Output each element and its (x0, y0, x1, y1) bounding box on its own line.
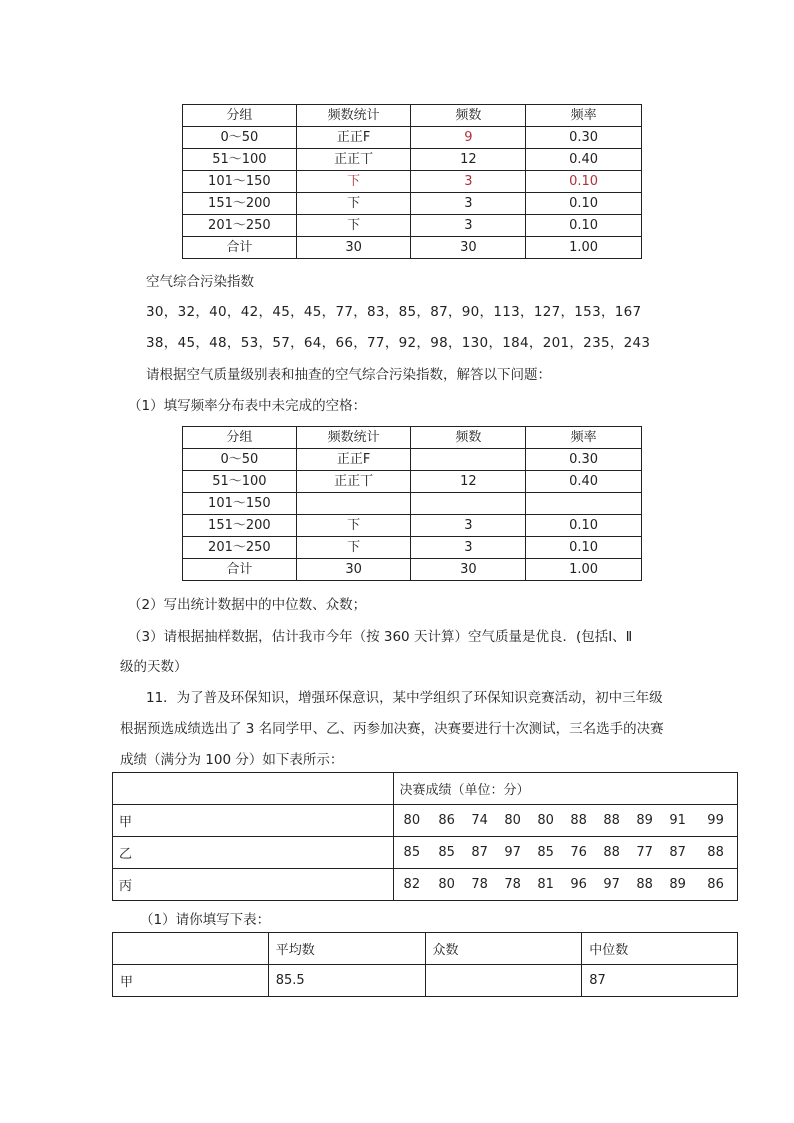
cell-tally: 下 (296, 215, 411, 237)
cell-tally: 30 (296, 237, 411, 259)
cell-count: 3 (411, 537, 526, 559)
cell-freq: 1.00 (526, 559, 642, 581)
score-cell: 86 (430, 805, 463, 837)
cell-count: 9 (411, 127, 526, 149)
cell-tally: 下 (296, 515, 411, 537)
table-row (183, 215, 642, 237)
cell-freq: 0.10 (526, 537, 642, 559)
score-cell: 85 (393, 837, 430, 869)
fill-header-mean: 平均数 (268, 933, 425, 965)
cell-freq: 1.00 (526, 237, 642, 259)
scores-table (112, 772, 738, 901)
score-cell: 88 (595, 805, 628, 837)
score-cell: 81 (529, 869, 562, 901)
statistics-fill-table (112, 932, 738, 997)
cell-freq: 0.10 (526, 193, 642, 215)
score-cell: 76 (562, 837, 595, 869)
cell-freq: 0.10 (526, 515, 642, 537)
contestant-name: 甲 (113, 805, 394, 837)
score-cell: 85 (529, 837, 562, 869)
cell-tally (296, 493, 411, 515)
table-row (183, 537, 642, 559)
data-line-2: 38，45，48，53，57，64，66，77，92，98，130，184，201，235，243 (146, 335, 651, 351)
cell-tally: 30 (296, 559, 411, 581)
contestant-name: 乙 (113, 837, 394, 869)
cell-tally: 正正F (296, 449, 411, 471)
cell-tally: 正正丅 (296, 149, 411, 171)
table-row (183, 193, 642, 215)
cell-freq: 0.40 (526, 471, 642, 493)
cell-group: 51～100 (183, 149, 297, 171)
score-cell: 80 (430, 869, 463, 901)
fill-header-mode: 众数 (425, 933, 582, 965)
score-cell: 74 (463, 805, 496, 837)
cell-group: 101～150 (183, 171, 297, 193)
cell-tally: 下 (296, 171, 411, 193)
table-header-row (183, 427, 642, 449)
cell-group: 101～150 (183, 493, 297, 515)
cell-count: 3 (411, 515, 526, 537)
table-row (183, 149, 642, 171)
table-total-row (183, 559, 642, 581)
score-cell: 91 (661, 805, 694, 837)
header-count: 频数 (411, 105, 526, 127)
cell-count (411, 493, 526, 515)
data-line-1: 30，32，40，42，45，45，77，83，85，87，90，113，127，153，167 (146, 304, 642, 320)
cell-freq: 0.30 (526, 449, 642, 471)
cell-tally: 下 (296, 537, 411, 559)
score-cell: 97 (595, 869, 628, 901)
fill-header-empty (113, 933, 269, 965)
cell-group: 0～50 (183, 127, 297, 149)
header-group: 分组 (183, 427, 297, 449)
cell-group: 151～200 (183, 515, 297, 537)
table-row (183, 515, 642, 537)
cell-count: 12 (411, 471, 526, 493)
header-tally: 频数统计 (296, 427, 411, 449)
score-cell: 85 (430, 837, 463, 869)
score-cell: 77 (628, 837, 661, 869)
cell-tally: 正正F (296, 127, 411, 149)
cell-group: 151～200 (183, 193, 297, 215)
header-group: 分组 (183, 105, 297, 127)
score-cell: 87 (661, 837, 694, 869)
fill-mode (425, 965, 582, 997)
fill-name: 甲 (113, 965, 269, 997)
scores-header: 决赛成绩（单位：分） (393, 773, 737, 805)
cell-group: 201～250 (183, 215, 297, 237)
question-2: （2）写出统计数据中的中位数、众数； (128, 597, 367, 613)
score-cell: 80 (529, 805, 562, 837)
score-cell: 82 (393, 869, 430, 901)
cell-group: 0～50 (183, 449, 297, 471)
table-row (113, 805, 738, 837)
table-row (183, 127, 642, 149)
score-cell: 99 (694, 805, 737, 837)
table-row (183, 171, 642, 193)
table-total-row (183, 237, 642, 259)
table-row (113, 965, 738, 997)
score-cell: 78 (463, 869, 496, 901)
score-cell: 78 (496, 869, 529, 901)
score-cell: 88 (595, 837, 628, 869)
cell-group: 合计 (183, 559, 297, 581)
cell-freq: 0.40 (526, 149, 642, 171)
cell-freq: 0.10 (526, 215, 642, 237)
cell-count: 3 (411, 171, 526, 193)
table-row (113, 837, 738, 869)
header-tally: 频数统计 (296, 105, 411, 127)
cell-count: 3 (411, 215, 526, 237)
table-row (183, 493, 642, 515)
score-cell: 88 (628, 869, 661, 901)
table-header-row (183, 105, 642, 127)
fill-header-median: 中位数 (582, 933, 738, 965)
problem-11-line-2: 根据预选成绩选出了 3 名同学甲、乙、丙参加决赛，决赛要进行十次测试，三名选手的决赛 (120, 721, 664, 737)
cell-group: 51～100 (183, 471, 297, 493)
contestant-name: 丙 (113, 869, 394, 901)
question-1: （1）填写频率分布表中未完成的空格： (128, 398, 367, 414)
cell-freq: 0.10 (526, 171, 642, 193)
table-row (183, 471, 642, 493)
cell-count: 3 (411, 193, 526, 215)
cell-count: 30 (411, 237, 526, 259)
score-cell: 80 (393, 805, 430, 837)
score-cell: 87 (463, 837, 496, 869)
score-cell: 89 (628, 805, 661, 837)
fill-header-row (113, 933, 738, 965)
fill-instruction: （1）请你填写下表： (140, 912, 271, 928)
cell-tally: 正正丅 (296, 471, 411, 493)
question-3-line-2: 级的天数） (120, 659, 188, 675)
empty-corner-cell (113, 773, 394, 805)
table-row (183, 449, 642, 471)
instruction-text: 请根据空气质量级别表和抽查的空气综合污染指数，解答以下问题： (146, 367, 551, 383)
frequency-table-completed (182, 104, 642, 259)
cell-freq (526, 493, 642, 515)
cell-group: 201～250 (183, 537, 297, 559)
score-cell: 88 (694, 837, 737, 869)
cell-group: 合计 (183, 237, 297, 259)
score-cell: 86 (694, 869, 737, 901)
table-row (113, 869, 738, 901)
cell-tally: 下 (296, 193, 411, 215)
question-3-line-1: （3）请根据抽样数据，估计我市今年（按 360 天计算）空气质量是优良．(包括Ⅰ、Ⅱ (128, 629, 633, 645)
header-count: 频数 (411, 427, 526, 449)
header-frequency: 频率 (526, 105, 642, 127)
scores-header-row (113, 773, 738, 805)
cell-count: 12 (411, 149, 526, 171)
frequency-table-blank (182, 426, 642, 581)
fill-mean: 85.5 (268, 965, 425, 997)
problem-11-line-1: 11．为了普及环保知识，增强环保意识，某中学组织了环保知识竞赛活动，初中三年级 (146, 690, 663, 706)
score-cell: 88 (562, 805, 595, 837)
problem-11-line-3: 成绩（满分为 100 分）如下表所示： (120, 752, 344, 768)
index-title: 空气综合污染指数 (146, 274, 254, 290)
score-cell: 96 (562, 869, 595, 901)
score-cell: 80 (496, 805, 529, 837)
cell-freq: 0.30 (526, 127, 642, 149)
cell-count: 30 (411, 559, 526, 581)
score-cell: 97 (496, 837, 529, 869)
score-cell: 89 (661, 869, 694, 901)
cell-count (411, 449, 526, 471)
fill-median: 87 (582, 965, 738, 997)
header-frequency: 频率 (526, 427, 642, 449)
